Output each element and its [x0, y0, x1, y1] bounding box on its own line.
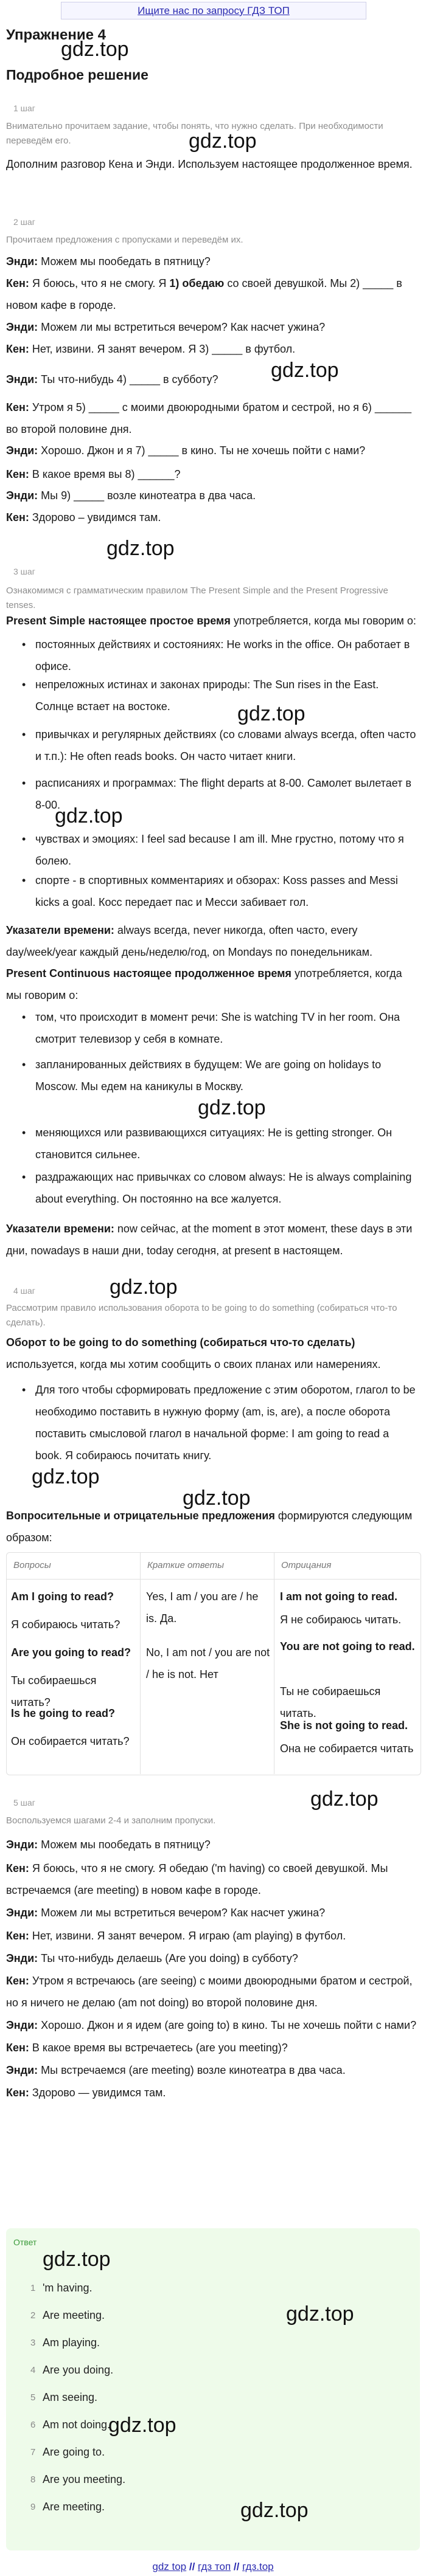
- step-1-label: 1 шаг: [13, 103, 35, 113]
- step-1-text: Дополним разговор Кена и Энди. Используем настоящее продолженное время.: [6, 158, 413, 170]
- watermark: gdz.top: [189, 129, 257, 153]
- watermark: gdz.top: [237, 702, 306, 725]
- dialogue-line: Энди: Мы 9) _____ возле кинотеатра в два часа.: [6, 489, 256, 502]
- dialogue-line: Кен: Я боюсь, что я не смогу. Я обедаю ('m having) со своей девушкой. Мы встречаемся (are meeting) в новом кафе в городе.: [6, 1862, 388, 1896]
- answer-text: Are you meeting.: [43, 2473, 126, 2485]
- answer-number: 8: [30, 2474, 36, 2485]
- table-cell: Я не собираюсь читать.: [280, 1614, 402, 1626]
- step-2-note: Прочитаем предложения с пропусками и переведём их.: [6, 235, 243, 245]
- step-4-label: 4 шаг: [13, 1286, 35, 1296]
- list-item: • раздражающих нас привычках со словом always: He is always complaining about everything. Он постоянно на все жалуется.: [35, 1166, 419, 1210]
- list-item: • привычках и регулярных действиях (со словами always всегда, often часто и т.п.): He often reads books. Он часто читает книги.: [35, 723, 419, 767]
- list-item: • том, что происходит в момент речи: She is watching TV in her room. Она смотрит телевизор у себя в комнате.: [35, 1006, 419, 1050]
- section-subtitle: Подробное решение: [6, 67, 148, 83]
- dialogue-line: Энди: Можем ли мы встретиться вечером? Как насчет ужина?: [6, 1907, 326, 1919]
- answer-number: 7: [30, 2447, 36, 2457]
- footer-links: gdz top // гдз топ // гдз.top: [152, 2561, 274, 2572]
- footer-link[interactable]: гдз.top: [242, 2561, 274, 2572]
- watermark: gdz.top: [43, 2248, 111, 2271]
- dialogue-line: Энди: Ты что-нибудь делаешь (Are you doing) в субботу?: [6, 1952, 298, 1964]
- list-item: • меняющихся или развивающихся ситуациях: He is getting stronger. Он становится сильнее.: [35, 1122, 419, 1165]
- table-cell: Yes, I am / you are / he is. Да.: [146, 1590, 259, 1625]
- dialogue-line: Кен: Утром я встречаюсь (are seeing) с моими двоюродными братом и сестрой, но я ничего не делаю (am not doing) во второй половине дня.: [6, 1975, 413, 2009]
- list-item: • Для того чтобы сформировать предложение с этим оборотом, глагол to be необходимо поставить в нужную форму (am, is, are), а после оборота поставить смысловой глагол в начальной форме: I am going to read a book. Я собираюсь почитать книгу.: [35, 1379, 419, 1466]
- answer-label: Ответ: [13, 2237, 37, 2247]
- watermark: gdz.top: [183, 1487, 251, 1510]
- watermark: gdz.top: [271, 359, 339, 382]
- answer-text: Am not doing.: [43, 2419, 111, 2431]
- answer-number: 6: [30, 2420, 36, 2430]
- answer-text: 'm having.: [43, 2282, 93, 2294]
- table-cell: I am not going to read.: [280, 1590, 397, 1603]
- step-1-note: Внимательно прочитаем задание, чтобы понять, что нужно сделать. При необходимости переведём его.: [6, 121, 383, 146]
- present-continuous-heading: Present Continuous настоящее продолженное время употребляется, когда мы говорим о:: [6, 967, 402, 1001]
- step-5-note: Воспользуемся шагами 2-4 и заполним пропуски.: [6, 1815, 216, 1826]
- questions-negatives-intro: Вопросительные и отрицательные предложения формируются следующим образом:: [6, 1510, 413, 1544]
- answer-text: Are meeting.: [43, 2309, 105, 2321]
- watermark: gdz.top: [198, 1096, 266, 1119]
- watermark: gdz.top: [286, 2302, 354, 2326]
- page-title: Упражнение 4: [6, 27, 106, 43]
- dialogue-line: Энди: Ты что-нибудь 4) _____ в субботу?: [6, 373, 218, 385]
- answer-number: 5: [30, 2392, 36, 2403]
- dialogue-line: Энди: Можем мы пообедать в пятницу?: [6, 255, 211, 268]
- table-cell: Она не собирается читать: [280, 1742, 414, 1755]
- table-cell: Он собирается читать?: [11, 1735, 130, 1747]
- step-3-label: 3 шаг: [13, 567, 35, 576]
- table-cell: Ты не собираешься читать.: [280, 1685, 381, 1719]
- watermark: gdz.top: [55, 804, 123, 827]
- present-simple-markers: Указатели времени: always всегда, never никогда, often часто, every day/week/year каждый день/неделю/год, on Mondays по понедельникам.: [6, 924, 373, 958]
- dialogue-line: Кен: Здорово — увидимся там.: [6, 2087, 166, 2099]
- table-cell: Ты собираешься читать?: [11, 1674, 97, 1708]
- step-4-note: Рассмотрим правило использования оборота to be going to do something (собираться что-то сделать).: [6, 1303, 397, 1328]
- answer-number: 4: [30, 2365, 36, 2375]
- watermark: gdz.top: [110, 1276, 178, 1299]
- list-item: • спорте - в спортивных комментариях и обзорах: Koss passes and Messi kicks a goal. Косс передает пас и Месси забивает гол.: [35, 869, 419, 913]
- table-cell: Are you going to read?: [11, 1646, 131, 1659]
- answer-number: 2: [30, 2310, 36, 2321]
- list-item: • запланированных действиях в будущем: We are going on holidays to Moscow. Мы едем на каникулы в Москву.: [35, 1054, 419, 1097]
- dialogue-line: Кен: Утром я 5) _____ с моими двоюродными братом и сестрой, но я 6) ______ во второй половине дня.: [6, 401, 411, 435]
- list-item: • непреложных истинах и законах природы: The Sun rises in the East. Солнце встает на востоке.: [35, 674, 419, 717]
- list-item: • постоянных действиях и состояниях: He works in the office. Он работает в офисе.: [35, 634, 419, 677]
- watermark: gdz.top: [108, 2414, 176, 2437]
- table-cell: Am I going to read?: [11, 1590, 114, 1603]
- dialogue-line: Энди: Можем мы пообедать в пятницу?: [6, 1839, 211, 1851]
- answer-number: 9: [30, 2502, 36, 2512]
- present-simple-heading: Present Simple настоящее простое время употребляется, когда мы говорим о:: [6, 615, 416, 627]
- answer-text: Are going to.: [43, 2446, 105, 2458]
- dialogue-line: Кен: Нет, извини. Я занят вечером. Я играю (am playing) в футбол.: [6, 1930, 346, 1942]
- answer-text: Are meeting.: [43, 2501, 105, 2513]
- table-cell: You are not going to read.: [280, 1640, 415, 1652]
- step-2-label: 2 шаг: [13, 217, 35, 227]
- table-header: Отрицания: [281, 1560, 332, 1570]
- table-cell: Я собираюсь читать?: [11, 1618, 120, 1631]
- table-divider: [6, 1579, 420, 1580]
- step-5-label: 5 шаг: [13, 1798, 35, 1808]
- dialogue-line: Кен: Я боюсь, что я не смогу. Я 1) обедаю со своей девушкой. Мы 2) _____ в новом кафе в городе.: [6, 277, 402, 311]
- answer-number: 1: [30, 2283, 36, 2293]
- search-banner-link[interactable]: Ищите нас по запросу ГДЗ ТОП: [61, 2, 366, 19]
- table-cell: Is he going to read?: [11, 1707, 116, 1719]
- dialogue-line: Энди: Хорошо. Джон и я 7) _____ в кино. Ты не хочешь пойти с нами?: [6, 444, 366, 457]
- answer-number: 3: [30, 2338, 36, 2348]
- step-3-note: Ознакомимся с грамматическим правилом The Present Simple and the Present Progressive tenses.: [6, 585, 388, 610]
- table-header: Вопросы: [13, 1560, 51, 1570]
- answer-text: Am playing.: [43, 2336, 100, 2349]
- watermark: gdz.top: [32, 1465, 100, 1488]
- dialogue-line: Энди: Мы встречаемся (are meeting) возле кинотеатра в два часа.: [6, 2064, 346, 2076]
- answer-text: Am seeing.: [43, 2391, 98, 2403]
- watermark: gdz.top: [106, 537, 175, 560]
- list-item: • расписаниях и программах: The flight departs at 8-00. Самолет вылетает в 8-00.: [35, 772, 419, 816]
- watermark: gdz.top: [310, 1787, 379, 1811]
- watermark: gdz.top: [240, 2499, 309, 2522]
- dialogue-line: Кен: В какое время вы встречаетесь (are you meeting)?: [6, 2042, 288, 2054]
- dialogue-line: Кен: Нет, извини. Я занят вечером. Я 3) _____ в футбол.: [6, 343, 296, 355]
- table-header: Краткие ответы: [147, 1560, 224, 1570]
- table-cell: No, I am not / you are not / he is not. Нет: [146, 1646, 270, 1680]
- table-divider: [140, 1552, 141, 1774]
- footer-link[interactable]: гдз топ: [198, 2561, 231, 2572]
- table-cell: She is not going to read.: [280, 1719, 408, 1732]
- present-continuous-markers: Указатели времени: now сейчас, at the moment в этот момент, these days в эти дни, nowadays в наши дни, today сегодня, at present в настоящем.: [6, 1223, 413, 1257]
- going-to-intro: Оборот to be going to do something (собираться что-то сделать) используется, когда мы хотим сообщить о своих планах или намерениях.: [6, 1336, 381, 1370]
- footer-link[interactable]: gdz top: [152, 2561, 187, 2572]
- answer-text: Are you doing.: [43, 2364, 114, 2376]
- dialogue-line: Кен: Здорово – увидимся там.: [6, 511, 161, 523]
- dialogue-line: Энди: Можем ли мы встретиться вечером? Как насчет ужина?: [6, 321, 326, 333]
- dialogue-line: Энди: Хорошо. Джон и я идем (are going to) в кино. Ты не хочешь пойти с нами?: [6, 2019, 417, 2031]
- watermark: gdz.top: [61, 38, 129, 61]
- list-item: • чувствах и эмоциях: I feel sad because I am ill. Мне грустно, потому что я болею.: [35, 828, 419, 872]
- dialogue-line: Кен: В какое время вы 8) ______?: [6, 468, 181, 480]
